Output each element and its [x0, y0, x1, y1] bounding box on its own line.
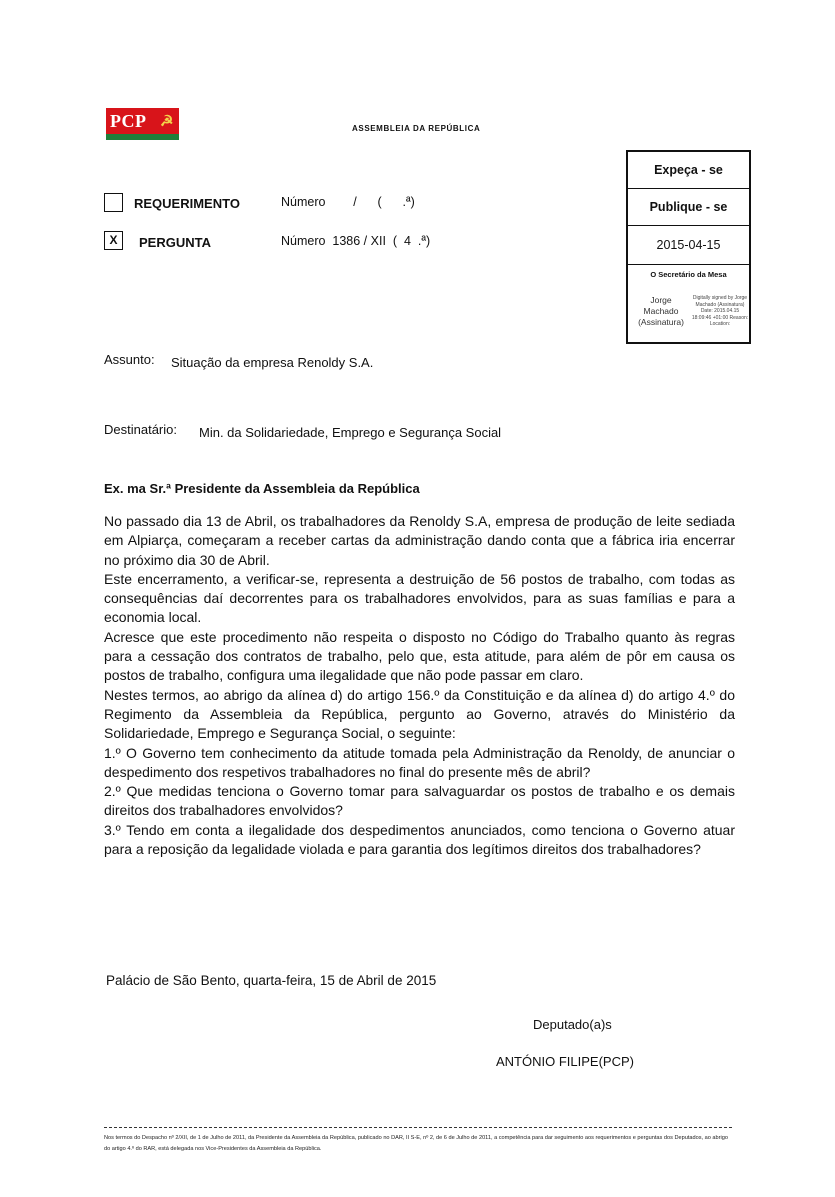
footnote-divider	[104, 1127, 732, 1128]
expeca-label: Expeça - se	[628, 152, 749, 189]
paragraph-3: Acresce que este procedimento não respeita o disposto no Código do Trabalho quanto às regras para a cessação dos contratos de trabalho, pelo que, esta atitude, para além de pôr em causa os postos de trabalho, configura uma ilegalidade que não pode passar em claro.	[104, 628, 735, 684]
place-date: Palácio de São Bento, quarta-feira, 15 de Abril de 2015	[106, 973, 437, 988]
assunto-label: Assunto:	[104, 352, 155, 367]
requerimento-label: REQUERIMENTO	[134, 196, 240, 211]
logo-text: PCP	[110, 111, 147, 131]
assunto-value: Situação da empresa Renoldy S.A.	[171, 355, 374, 370]
question-3: 3.º Tendo em conta a ilegalidade dos despedimentos anunciados, como tenciona o Governo atuar para a reposição da legalidade violada e para garantia dos legítimos direitos dos trabalhadores?	[104, 821, 735, 858]
question-body	[104, 512, 735, 859]
paragraph-4: Nestes termos, ao abrigo da alínea d) do artigo 156.º da Constituição e da alínea d) do artigo 4.º do Regimento da Assembleia da República, pergunto ao Governo, através do Ministério da Solidariedade, Emprego e Segurança Social, o seguinte:	[104, 686, 735, 742]
signatories-label: Deputado(a)s	[533, 1017, 612, 1032]
paragraph-2: Este encerramento, a verificar-se, representa a destruição de 56 postos de trabalho, com todas as consequências daí decorrentes para os trabalhadores envolvidos, para as suas famílias e para a economia local.	[104, 570, 735, 626]
footnote: Nos termos do Despacho nº 2/XII, de 1 de Julho de 2011, da Presidente da Assembleia da República, publicado no DAR, II S-E, nº 2, de 6 de Julho de 2011, a competência para dar seguimento aos requerimentos e perguntas dos Deputados, ao abrigo do artigo 4.º do RAR, está delegada nos Vice-Presidentes da Assembleia da República.	[104, 1135, 728, 1152]
stamp-date: 2015-04-15	[628, 226, 749, 265]
destinatario-label: Destinatário:	[104, 422, 177, 437]
pergunta-number: Número 1386 / XII ( 4 .ª)	[281, 234, 431, 248]
requerimento-number: Número / ( .ª)	[281, 195, 415, 209]
digital-signature-details: Digitally signed by Jorge Machado (Assinatura) Date: 2015.04.15 18:09:46 +01:00 Reason: Location:	[691, 295, 749, 327]
pergunta-checkbox: X	[104, 231, 123, 250]
institution-name: ASSEMBLEIA DA REPÚBLICA	[352, 124, 481, 133]
requerimento-checkbox	[104, 193, 123, 212]
pcp-logo	[106, 108, 179, 140]
destinatario-value: Min. da Solidariedade, Emprego e Segurança Social	[199, 425, 502, 440]
hammer-sickle-icon: ☭	[160, 113, 174, 130]
secretary-signature-block	[628, 265, 749, 342]
paragraph-1: No passado dia 13 de Abril, os trabalhadores da Renoldy S.A, empresa de produção de leite sediada em Alpiarça, começaram a receber cartas da administração dando conta que a fábrica iria encerrar no próximo dia 30 de Abril.	[104, 513, 735, 568]
question-2: 2.º Que medidas tenciona o Governo tomar para salvaguardar os postos de trabalho e os demais direitos dos trabalhadores envolvidos?	[104, 783, 735, 819]
salutation: Ex. ma Sr.ª Presidente da Assembleia da República	[104, 481, 420, 496]
publique-label: Publique - se	[628, 189, 749, 226]
question-1: 1.º O Governo tem conhecimento da atitude tomada pela Administração da Renoldy, de anunciar o despedimento dos respetivos trabalhadores no final do presente mês de abril?	[104, 744, 735, 780]
pergunta-label: PERGUNTA	[139, 235, 211, 250]
secretary-title: O Secretário da Mesa	[650, 270, 727, 279]
deputy-name: ANTÓNIO FILIPE(PCP)	[496, 1054, 634, 1069]
logo-green-band	[106, 134, 179, 140]
dispatch-stamp	[626, 150, 751, 344]
signature-name: Jorge Machado (Assinatura)	[638, 295, 684, 327]
